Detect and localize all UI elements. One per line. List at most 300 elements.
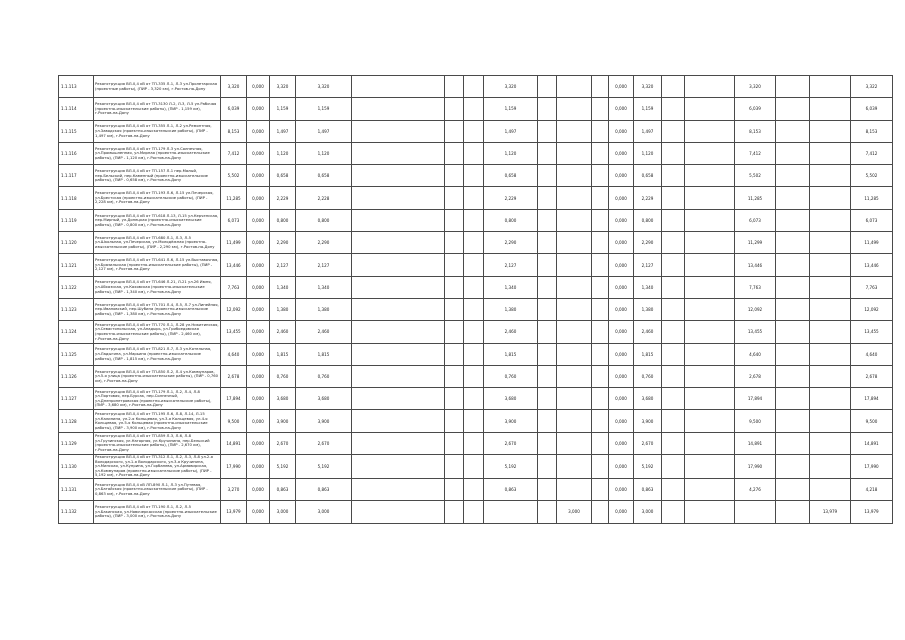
- table-row: [59, 321, 893, 343]
- value-cell-v1: 3,320: [221, 76, 247, 98]
- table-row: [59, 98, 893, 120]
- value-cell-v2: 0,000: [247, 321, 270, 343]
- empty-cell: [776, 232, 810, 254]
- description-cell: Реконструкция ВЛ-0,4 кВ от ТП-646 Л-21, Л-21 ул.26 Июня, ул.Абхазская, ул.Каховская (проектно-изыскательские работы), (ПИР - 1,340 км), г.Ростов-на-Дону: [94, 276, 221, 298]
- value-cell-v8: 1,815: [634, 343, 662, 365]
- value-cell-v6: [557, 343, 592, 365]
- empty-cell: [352, 455, 445, 479]
- table-row: [59, 343, 893, 365]
- empty-cell: [685, 388, 735, 410]
- value-cell-v8: 3,900: [634, 410, 662, 432]
- table-row: [59, 232, 893, 254]
- row-number-cell: 1.1.128: [59, 410, 94, 432]
- empty-cell: [776, 76, 810, 98]
- empty-cell: [538, 501, 557, 523]
- row-number-cell: 1.1.121: [59, 254, 94, 276]
- empty-cell: [776, 276, 810, 298]
- empty-cell: [538, 455, 557, 479]
- empty-cell: [445, 298, 464, 320]
- empty-cell: [445, 120, 464, 142]
- value-cell-v9: 2,678: [735, 365, 776, 387]
- empty-cell: [464, 187, 484, 209]
- empty-cell: [538, 321, 557, 343]
- empty-cell: [592, 343, 609, 365]
- value-cell-v4: 2,670: [296, 432, 352, 454]
- value-cell-v9: 5,502: [735, 165, 776, 187]
- value-cell-v10: [810, 142, 851, 164]
- value-cell-v7: 0,000: [609, 98, 634, 120]
- empty-cell: [662, 254, 685, 276]
- empty-cell: [592, 254, 609, 276]
- empty-cell: [776, 432, 810, 454]
- row-number-cell: 1.1.125: [59, 343, 94, 365]
- value-cell-v1: 2,678: [221, 365, 247, 387]
- row-number-cell: 1.1.122: [59, 276, 94, 298]
- empty-cell: [776, 209, 810, 231]
- value-cell-v6: [557, 187, 592, 209]
- value-cell-v10: [810, 254, 851, 276]
- value-cell-v2: 0,000: [247, 388, 270, 410]
- empty-cell: [464, 165, 484, 187]
- value-cell-v7: 0,000: [609, 76, 634, 98]
- value-cell-v11: 5,502: [851, 165, 893, 187]
- row-number-cell: 1.1.129: [59, 432, 94, 454]
- empty-cell: [592, 432, 609, 454]
- empty-cell: [685, 276, 735, 298]
- empty-cell: [445, 165, 464, 187]
- value-cell-v6: [557, 76, 592, 98]
- empty-cell: [662, 501, 685, 523]
- value-cell-v11: 4,640: [851, 343, 893, 365]
- empty-cell: [464, 343, 484, 365]
- value-cell-v3: 2,460: [270, 321, 296, 343]
- value-cell-v2: 0,000: [247, 455, 270, 479]
- value-cell-v6: [557, 276, 592, 298]
- value-cell-v9: 12,092: [735, 298, 776, 320]
- value-cell-v6: [557, 321, 592, 343]
- value-cell-v9: 13,455: [735, 321, 776, 343]
- empty-cell: [776, 479, 810, 501]
- empty-cell: [464, 321, 484, 343]
- value-cell-v3: 0,800: [270, 209, 296, 231]
- row-number-cell: 1.1.123: [59, 298, 94, 320]
- value-cell-v8: 0,800: [634, 209, 662, 231]
- table-row: [59, 165, 893, 187]
- value-cell-v3: 0,658: [270, 165, 296, 187]
- empty-cell: [445, 321, 464, 343]
- value-cell-v7: 0,000: [609, 142, 634, 164]
- row-number-cell: 1.1.124: [59, 321, 94, 343]
- table-row: [59, 120, 893, 142]
- value-cell-v1: 6,073: [221, 209, 247, 231]
- value-cell-v5: 1,120: [484, 142, 538, 164]
- value-cell-v11: 7,412: [851, 142, 893, 164]
- value-cell-v2: 0,000: [247, 501, 270, 523]
- empty-cell: [776, 254, 810, 276]
- empty-cell: [685, 455, 735, 479]
- value-cell-v9: 6,073: [735, 209, 776, 231]
- value-cell-v10: [810, 232, 851, 254]
- value-cell-v10: [810, 410, 851, 432]
- row-number-cell: 1.1.127: [59, 388, 94, 410]
- empty-cell: [538, 298, 557, 320]
- value-cell-v7: 0,000: [609, 388, 634, 410]
- empty-cell: [776, 410, 810, 432]
- row-number-cell: 1.1.126: [59, 365, 94, 387]
- value-cell-v9: 17,990: [735, 455, 776, 479]
- value-cell-v2: 0,000: [247, 276, 270, 298]
- value-cell-v2: 0,000: [247, 298, 270, 320]
- empty-cell: [464, 455, 484, 479]
- empty-cell: [445, 76, 464, 98]
- value-cell-v5: 0,863: [484, 479, 538, 501]
- value-cell-v1: 7,412: [221, 142, 247, 164]
- value-cell-v7: 0,000: [609, 479, 634, 501]
- empty-cell: [685, 298, 735, 320]
- value-cell-v3: 3,900: [270, 410, 296, 432]
- value-cell-v7: 0,000: [609, 187, 634, 209]
- description-cell: Реконструкция ВЛ-0,4 кВ от ТП-3130 Л-2, Л-3, Л-5 ул.Рабочая (проектно-изыскательские работы), (ПИР - 1,159 км), г.Ростов-на-Дону: [94, 98, 221, 120]
- value-cell-v1: 5,502: [221, 165, 247, 187]
- empty-cell: [776, 455, 810, 479]
- value-cell-v8: 1,380: [634, 298, 662, 320]
- value-cell-v11: 8,153: [851, 120, 893, 142]
- value-cell-v9: 3,320: [735, 76, 776, 98]
- empty-cell: [538, 165, 557, 187]
- value-cell-v6: [557, 410, 592, 432]
- value-cell-v10: [810, 276, 851, 298]
- value-cell-v5: 3,900: [484, 410, 538, 432]
- empty-cell: [352, 321, 445, 343]
- empty-cell: [352, 432, 445, 454]
- empty-cell: [592, 298, 609, 320]
- empty-cell: [662, 142, 685, 164]
- value-cell-v6: [557, 432, 592, 454]
- empty-cell: [685, 165, 735, 187]
- value-cell-v7: 0,000: [609, 298, 634, 320]
- value-cell-v9: 8,153: [735, 120, 776, 142]
- value-cell-v5: 2,229: [484, 187, 538, 209]
- value-cell-v4: 0,760: [296, 365, 352, 387]
- value-cell-v6: [557, 479, 592, 501]
- empty-cell: [538, 98, 557, 120]
- empty-cell: [464, 410, 484, 432]
- table-body: [59, 76, 893, 524]
- value-cell-v3: 3,320: [270, 76, 296, 98]
- value-cell-v3: 1,380: [270, 298, 296, 320]
- value-cell-v8: 1,159: [634, 98, 662, 120]
- description-cell: Реконструкция ВЛ-0,4 кВ от ТП-701 Л-4, Л-5, Л-7 ул.Линейная, пер.Ивановский, пер.Шубина (проектно-изыскательские работы), (ПИР - 1,380 км), г.Ростов-на-Дону: [94, 298, 221, 320]
- value-cell-v5: 3,320: [484, 76, 538, 98]
- value-cell-v8: 2,460: [634, 321, 662, 343]
- empty-cell: [776, 501, 810, 523]
- empty-cell: [776, 343, 810, 365]
- value-cell-v9: 13,446: [735, 254, 776, 276]
- empty-cell: [352, 298, 445, 320]
- value-cell-v11: 17,990: [851, 455, 893, 479]
- description-cell: Реконструкция ВЛ-0,4 кВ от ТП-335 Л-1, Л-3 ул.Пролетарская (проектные работы), (ПИР - 3,320 км), г.Ростов-на-Дону: [94, 76, 221, 98]
- value-cell-v4: 1,159: [296, 98, 352, 120]
- empty-cell: [352, 142, 445, 164]
- value-cell-v7: 0,000: [609, 254, 634, 276]
- empty-cell: [445, 209, 464, 231]
- value-cell-v1: 8,153: [221, 120, 247, 142]
- value-cell-v8: 3,680: [634, 388, 662, 410]
- value-cell-v6: [557, 232, 592, 254]
- empty-cell: [592, 232, 609, 254]
- row-number-cell: 1.1.130: [59, 455, 94, 479]
- empty-cell: [685, 343, 735, 365]
- value-cell-v1: 17,894: [221, 388, 247, 410]
- description-cell: Реконструкция ВЛ-0,4 кВ от ТП-179 Л-3 ул.Солнечная, ул.Промышленная, ул.Мирная (проектно-изыскательские работы), (ПИР - 1,120 км), г.Ростов-на-Дону: [94, 142, 221, 164]
- value-cell-v2: 0,000: [247, 142, 270, 164]
- value-cell-v8: 0,863: [634, 479, 662, 501]
- value-cell-v4: 3,900: [296, 410, 352, 432]
- table-row: [59, 432, 893, 454]
- value-cell-v4: 2,460: [296, 321, 352, 343]
- empty-cell: [776, 142, 810, 164]
- value-cell-v7: 0,000: [609, 321, 634, 343]
- empty-cell: [352, 76, 445, 98]
- empty-cell: [592, 187, 609, 209]
- value-cell-v7: 0,000: [609, 432, 634, 454]
- value-cell-v7: 0,000: [609, 120, 634, 142]
- value-cell-v9: 9,500: [735, 410, 776, 432]
- empty-cell: [776, 298, 810, 320]
- empty-cell: [592, 98, 609, 120]
- value-cell-v2: 0,000: [247, 209, 270, 231]
- description-cell: Реконструкция ВЛ-0,4 кВ от ТП-618 Л-13, Л-15 ул.Керченская, пер.Мирный, ул.Донецкая (проектно-изыскательские работы), (ПИР - 0,800 км), г.Ростов-на-Дону: [94, 209, 221, 231]
- value-cell-v1: 6,039: [221, 98, 247, 120]
- table-row: [59, 501, 893, 523]
- value-cell-v10: [810, 388, 851, 410]
- empty-cell: [445, 410, 464, 432]
- empty-cell: [464, 501, 484, 523]
- empty-cell: [352, 187, 445, 209]
- empty-cell: [662, 343, 685, 365]
- empty-cell: [464, 142, 484, 164]
- empty-cell: [464, 432, 484, 454]
- empty-cell: [464, 388, 484, 410]
- empty-cell: [445, 432, 464, 454]
- value-cell-v11: 17,894: [851, 388, 893, 410]
- empty-cell: [352, 501, 445, 523]
- empty-cell: [352, 254, 445, 276]
- value-cell-v1: 9,500: [221, 410, 247, 432]
- empty-cell: [662, 432, 685, 454]
- value-cell-v5: 1,497: [484, 120, 538, 142]
- value-cell-v9: 11,299: [735, 232, 776, 254]
- value-cell-v2: 0,000: [247, 187, 270, 209]
- description-cell: Реконструкция ВЛ-0,4 кВ от ТП-850 Л-2, Л-4 ул.Коммунаров, ул.5-я улица (проектно-изыскательские работы), (ПИР - 0,760 км), г.Ростов-на-Дону: [94, 365, 221, 387]
- value-cell-v6: [557, 142, 592, 164]
- value-cell-v6: [557, 120, 592, 142]
- value-cell-v4: 2,127: [296, 254, 352, 276]
- empty-cell: [538, 254, 557, 276]
- description-cell: Реконструкция ВЛ-0,4 кВ от ТП-193 Л-6, Л-15 ул.Печерская, ул.Брестская (проектно-изыскательские работы), (ПИР - 2,228 км), г.Ростов-на-Дону: [94, 187, 221, 209]
- value-cell-v7: 0,000: [609, 276, 634, 298]
- value-cell-v7: 0,000: [609, 410, 634, 432]
- empty-cell: [662, 98, 685, 120]
- empty-cell: [352, 276, 445, 298]
- table-row: [59, 142, 893, 164]
- empty-cell: [662, 165, 685, 187]
- table-row: [59, 209, 893, 231]
- empty-cell: [592, 479, 609, 501]
- value-cell-v2: 0,000: [247, 343, 270, 365]
- empty-cell: [538, 76, 557, 98]
- value-cell-v3: 5,192: [270, 455, 296, 479]
- value-cell-v8: 3,000: [634, 501, 662, 523]
- empty-cell: [592, 142, 609, 164]
- value-cell-v9: 4,640: [735, 343, 776, 365]
- value-cell-v4: 0,863: [296, 479, 352, 501]
- value-cell-v7: 0,000: [609, 365, 634, 387]
- value-cell-v11: 12,092: [851, 298, 893, 320]
- value-cell-v11: 11,285: [851, 187, 893, 209]
- value-cell-v7: 0,000: [609, 209, 634, 231]
- value-cell-v3: 1,497: [270, 120, 296, 142]
- empty-cell: [685, 142, 735, 164]
- empty-cell: [662, 298, 685, 320]
- value-cell-v4: 3,320: [296, 76, 352, 98]
- value-cell-v2: 0,000: [247, 120, 270, 142]
- row-number-cell: 1.1.119: [59, 209, 94, 231]
- value-cell-v4: 1,497: [296, 120, 352, 142]
- value-cell-v8: 2,290: [634, 232, 662, 254]
- table-row: [59, 455, 893, 479]
- value-cell-v1: 4,640: [221, 343, 247, 365]
- table-row: [59, 410, 893, 432]
- row-number-cell: 1.1.113: [59, 76, 94, 98]
- value-cell-v8: 2,127: [634, 254, 662, 276]
- value-cell-v9: 17,894: [735, 388, 776, 410]
- value-cell-v9: 4,276: [735, 479, 776, 501]
- value-cell-v9: 7,412: [735, 142, 776, 164]
- value-cell-v2: 0,000: [247, 76, 270, 98]
- value-cell-v10: [810, 120, 851, 142]
- value-cell-v5: 0,760: [484, 365, 538, 387]
- empty-cell: [464, 298, 484, 320]
- empty-cell: [662, 76, 685, 98]
- value-cell-v11: 13,455: [851, 321, 893, 343]
- value-cell-v7: 0,000: [609, 455, 634, 479]
- value-cell-v11: 11,499: [851, 232, 893, 254]
- row-number-cell: 1.1.115: [59, 120, 94, 142]
- value-cell-v7: 0,000: [609, 232, 634, 254]
- value-cell-v5: 2,460: [484, 321, 538, 343]
- value-cell-v3: 0,760: [270, 365, 296, 387]
- description-cell: Реконструкция ВЛ-0,4 кВ от ТП-641 Л-6, Л-15 ул.Выставочная, ул.Бразильская (проектно-изыскательские работы), (ПИР - 2,127 км), г.Ростов-на-Дону: [94, 254, 221, 276]
- empty-cell: [685, 479, 735, 501]
- value-cell-v5: 0,658: [484, 165, 538, 187]
- empty-cell: [538, 343, 557, 365]
- empty-cell: [776, 187, 810, 209]
- value-cell-v3: 2,670: [270, 432, 296, 454]
- empty-cell: [464, 365, 484, 387]
- value-cell-v4: 1,815: [296, 343, 352, 365]
- empty-cell: [352, 165, 445, 187]
- empty-cell: [592, 165, 609, 187]
- value-cell-v6: [557, 388, 592, 410]
- value-cell-v2: 0,000: [247, 479, 270, 501]
- empty-cell: [445, 254, 464, 276]
- value-cell-v3: 2,290: [270, 232, 296, 254]
- empty-cell: [352, 388, 445, 410]
- empty-cell: [445, 187, 464, 209]
- empty-cell: [662, 365, 685, 387]
- description-cell: Реконструкция ВЛ-0,4 кВ от ТП-770 Л-1, Л-28 ул.Никитинская, ул.Севастопольская, ул.Анадырь, ул.Грибоедовская (проектно-изыскательские работы), (ПИР - 2,460 км), г.Ростов-на-Дону: [94, 321, 221, 343]
- empty-cell: [445, 276, 464, 298]
- empty-cell: [776, 321, 810, 343]
- table-row: [59, 276, 893, 298]
- empty-cell: [662, 187, 685, 209]
- row-number-cell: 1.1.114: [59, 98, 94, 120]
- empty-cell: [445, 501, 464, 523]
- value-cell-v5: 1,815: [484, 343, 538, 365]
- empty-cell: [445, 98, 464, 120]
- row-number-cell: 1.1.120: [59, 232, 94, 254]
- value-cell-v8: 0,658: [634, 165, 662, 187]
- value-cell-v8: 0,760: [634, 365, 662, 387]
- value-cell-v9: 11,285: [735, 187, 776, 209]
- investment-program-table: [58, 75, 893, 524]
- empty-cell: [685, 232, 735, 254]
- value-cell-v5: 0,800: [484, 209, 538, 231]
- value-cell-v4: 2,228: [296, 187, 352, 209]
- description-cell: Реконструкция ВЛ-0,4 кВ от ТП-157 Л-1 пер.Малый, пер.Бельский, пер.Каменный (проектно-изыскательские работы), (ПИР - 0,658 км), г.Ростов-на-Дону: [94, 165, 221, 187]
- empty-cell: [685, 120, 735, 142]
- value-cell-v4: 2,290: [296, 232, 352, 254]
- empty-cell: [662, 276, 685, 298]
- empty-cell: [685, 365, 735, 387]
- value-cell-v4: 0,658: [296, 165, 352, 187]
- empty-cell: [464, 254, 484, 276]
- empty-cell: [464, 232, 484, 254]
- empty-cell: [352, 343, 445, 365]
- table-row: [59, 254, 893, 276]
- empty-cell: [538, 410, 557, 432]
- empty-cell: [538, 388, 557, 410]
- value-cell-v5: 3,680: [484, 388, 538, 410]
- value-cell-v5: 2,127: [484, 254, 538, 276]
- value-cell-v5: 2,290: [484, 232, 538, 254]
- value-cell-v5: 1,340: [484, 276, 538, 298]
- value-cell-v5: 5,192: [484, 455, 538, 479]
- empty-cell: [662, 479, 685, 501]
- value-cell-v11: 4,218: [851, 479, 893, 501]
- empty-cell: [538, 479, 557, 501]
- value-cell-v5: 1,159: [484, 98, 538, 120]
- row-number-cell: 1.1.116: [59, 142, 94, 164]
- value-cell-v5: 2,670: [484, 432, 538, 454]
- value-cell-v10: [810, 165, 851, 187]
- value-cell-v1: 17,990: [221, 455, 247, 479]
- value-cell-v10: [810, 479, 851, 501]
- value-cell-v11: 6,039: [851, 98, 893, 120]
- value-cell-v2: 0,000: [247, 365, 270, 387]
- value-cell-v10: 13,979: [810, 501, 851, 523]
- description-cell: Реконструкция ВЛ-0,4 кВ от ТП-312 Л-1, Л-2, Л-3, Л-8 ул.2-я Володарского, ул.1-я Володарского, ул.3-я Кручинина, ул.Минская, ул.Куприна, ул.Горбанева, ул.Армавирская, ул.Коммунаров (проектно-изыскательские работы), (ПИР - 5,192 км), г.Ростов-на-Дону: [94, 455, 221, 479]
- row-number-cell: 1.1.131: [59, 479, 94, 501]
- empty-cell: [538, 232, 557, 254]
- description-cell: Реконструкция ВЛ-0,4 кВ от ТП-859 Л-3, Л-6, Л-8 ул.Грузинская, ул.Нагорная, ул.Кручинина, пер.Бельский (проектно-изыскательские работы), (ПИР - 2,670 км), г.Ростов-на-Дону: [94, 432, 221, 454]
- value-cell-v7: 0,000: [609, 501, 634, 523]
- empty-cell: [445, 388, 464, 410]
- value-cell-v3: 3,000: [270, 501, 296, 523]
- value-cell-v9: [735, 501, 776, 523]
- value-cell-v6: [557, 165, 592, 187]
